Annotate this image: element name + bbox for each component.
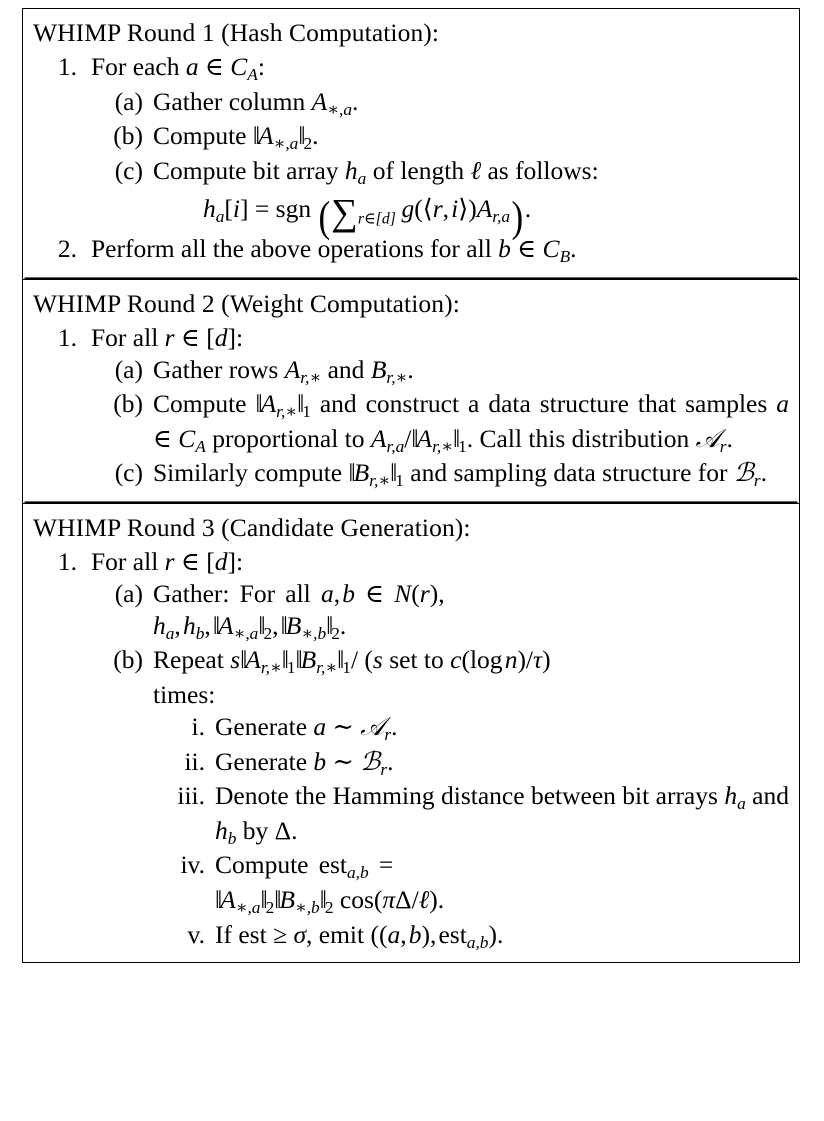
round-1-substep-b (91, 120, 789, 155)
round-1-step-1 (33, 51, 789, 242)
step-text: For all r ∈ [d]: (91, 546, 244, 576)
round-1-substep-a (91, 86, 789, 121)
substep-marker: (c) (114, 155, 143, 185)
substep-text: Compute $‖A_{r,∗}‖1$ and construct a data struc​ture that samples a ∈ $C_A$ proportional to $A_{r,a}/‖A_{r,∗}‖1$. Call this distribution 𝒜$_r$. (153, 389, 790, 456)
round-2-substep-list (91, 354, 789, 492)
substep-marker: (b) (113, 121, 143, 151)
round-3-repeat-i (153, 711, 789, 746)
repeat-marker: i. (191, 712, 205, 741)
repeat-text: If est ≥ σ, emit ((a, b), est$_{a,b}$). (215, 919, 504, 952)
round-2-step-list (33, 322, 789, 492)
round-1-substep-c (91, 155, 789, 242)
round-3-title: WHIMP Round 3 (Candidate Generation): (33, 512, 471, 542)
substep-text: Gather column $A_{∗,a}$. (153, 86, 359, 119)
repeat-text: Generate b ∼ ℬ$_r$. (215, 746, 394, 779)
round-2-substep-a (91, 354, 789, 389)
substep-marker: (a) (114, 578, 143, 608)
substep-text: Similarly compute $‖B_{r,∗}‖1$ and sampling data structure for ℬ$_r$. (153, 458, 768, 491)
substep-text: Compute bit array $h_a$ of length ℓ as follows: (153, 155, 599, 188)
substep-text: Gather: For all a, b ∈ N(r), $h_a$, $h_b$, $‖A_{∗,a}‖2$, $‖B_{∗,b}‖2$. (153, 578, 445, 643)
round-1-step-2 (33, 233, 789, 268)
substep-text: Repeat $s‖A_{r,∗}‖1‖B_{r,∗}‖1/$ (s set to c(log n)/τ) times: i. Generate a ∼ 𝒜$_r$. ii. Generate b ∼ ℬ$_r$. iii. Denote the Hamming distance between bit arrays $h_a$ and $h_b$ by Δ. iv. Compute est$_{a,b}$ = $‖A_{∗,a}‖2‖B_{∗,b}‖2$ cos(πΔ/ℓ). v. If est ≥ σ, emit ((a, b), est$_{a,b}$). (153, 645, 789, 952)
step-marker: 1. (57, 322, 77, 352)
step-marker: 2. (57, 234, 77, 264)
step-text: For each a ∈ $C_A$: (91, 52, 265, 84)
round-2-title: WHIMP Round 2 (Weight Computation): (33, 288, 460, 318)
repeat-marker: ii. (184, 746, 205, 776)
algorithm-box-round-3 (23, 503, 799, 963)
substep-marker: (b) (113, 389, 143, 419)
substep-marker: (c) (114, 458, 143, 488)
round-2-substep-b (91, 388, 789, 457)
substep-marker: (a) (114, 86, 143, 116)
step-marker: 1. (57, 546, 77, 576)
round-1-substep-list (91, 86, 789, 242)
round-3-step-1 (33, 546, 789, 953)
round-2-step-1 (33, 322, 789, 492)
step-text: Perform all the above operations for all b ∈ $C_B$. (91, 234, 577, 267)
round-3-repeat-iii (153, 780, 789, 849)
repeat-text: Denote the Hamming distance between bit arrays $h_a$ and $h_b$ by Δ. (215, 781, 789, 848)
repeat-text: Generate a ∼ 𝒜$_r$. (215, 712, 398, 744)
round-3-repeat-list (153, 711, 789, 953)
round-3-repeat-ii (153, 746, 789, 781)
round-3-step-list (33, 546, 789, 953)
round-1-step-list (33, 51, 789, 268)
algorithm-figure (22, 8, 800, 963)
substep-marker: (a) (114, 354, 143, 384)
substep-text: Compute $‖A_{∗,a}‖2$. (153, 121, 319, 154)
repeat-marker: v. (187, 919, 205, 949)
round-2-substep-c (91, 457, 789, 492)
round-1-title: WHIMP Round 1 (Hash Computation): (33, 18, 440, 47)
round-3-substep-a (91, 578, 789, 645)
algorithm-box-round-2 (23, 279, 799, 502)
substep-text: Gather rows $A_{r,∗}$ and $B_{r,∗}$. (153, 354, 414, 387)
step-text: For all r ∈ [d]: (91, 322, 244, 352)
repeat-text: Compute est$_{a,b}$ = $‖A_{∗,a}‖2‖B_{∗,b}‖2$ cos(πΔ/ℓ). (215, 850, 445, 917)
round-3-substep-b (91, 644, 789, 953)
substep-marker: (b) (113, 645, 143, 675)
algorithm-box-round-1 (23, 9, 799, 277)
repeat-marker: iv. (180, 850, 205, 880)
round-3-repeat-iv (153, 849, 789, 918)
repeat-marker: iii. (177, 781, 205, 811)
round-3-repeat-v (153, 919, 789, 954)
hash-formula: $h_a[i]$ = sgn ($\sum_{r\in[d]}$ g(⟨r, $i⟩)A_{r,a}$). (203, 191, 532, 242)
step-marker: 1. (57, 52, 77, 82)
round-3-substep-list (91, 578, 789, 953)
